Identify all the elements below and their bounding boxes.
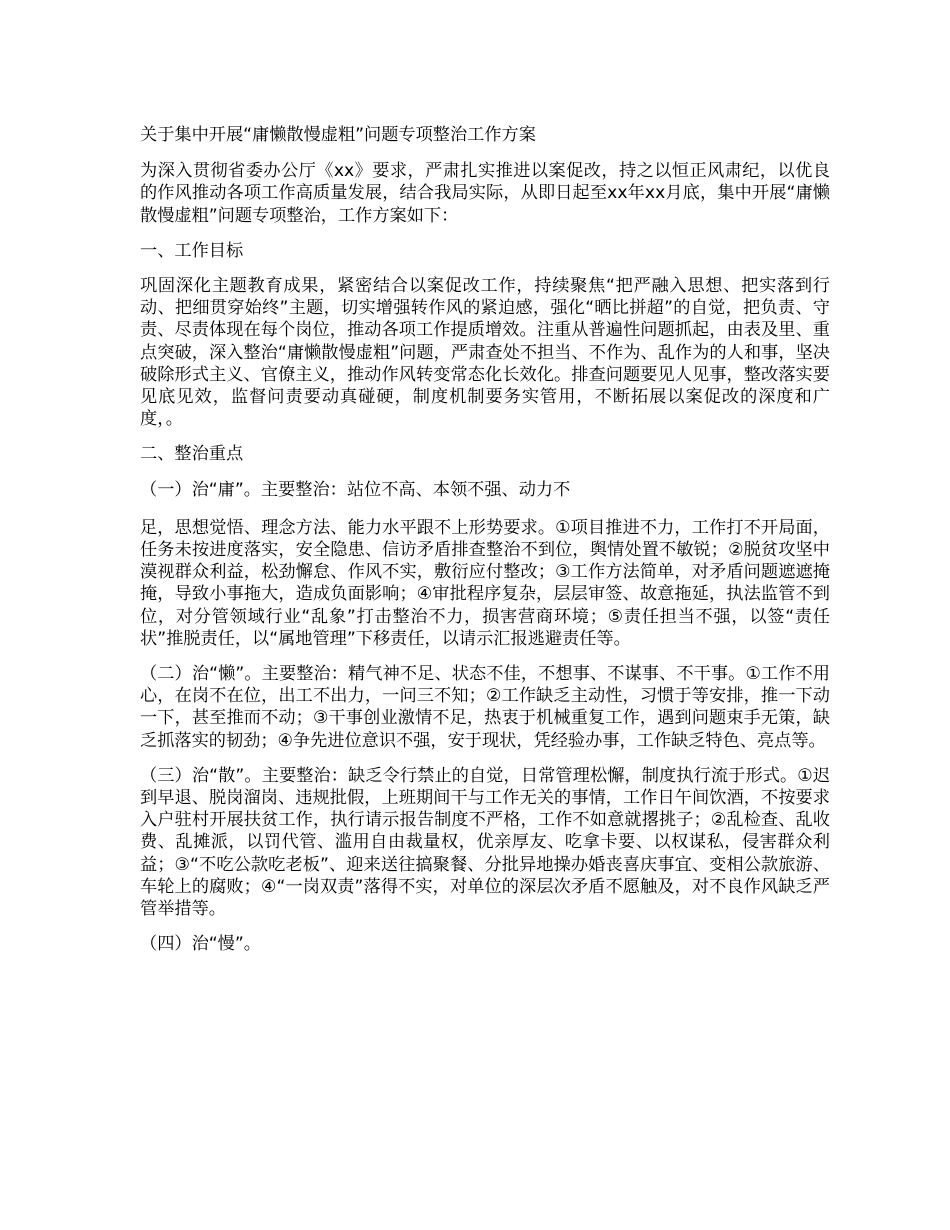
goals-paragraph: 巩固深化主题教育成果，紧密结合以案促改工作，持续聚焦“把严融入思想、把实落到行动、把细贯穿始终”主题，切实增强转作风的紧迫感，强化“晒比拼超”的自觉，把负责、守责、尽责体现在每个岗位，推动各项工作提质增效。注重从普遍性问题抓起，由表及里、重点突破，深入整治“庸懒散慢虚粗”问题，严肃查处不担当、不作为、乱作为的人和事，坚决破除形式主义、官僚主义，推动作风转变常态化长效化。排查问题要见人见事，整改落实要见底见效，监督问责要动真碰硬，制度机制要务实管用，不断拓展以案促改的深度和广度，。 [140, 276, 830, 430]
item-lan-paragraph: （二）治“懒”。主要整治：精气神不足、状态不佳，不想事、不谋事、不干事。①工作不用心，在岗不在位，出工不出力，一问三不知；②工作缺乏主动性，习惯于等安排，推一下动一下，甚至推而不动；③干事创业激情不足，热衷于机械重复工作，遇到问题束手无策，缺乏抓落实的韧劲；④争先进位意识不强，安于现状，凭经验办事，工作缺乏特色、亮点等。 [140, 664, 830, 751]
item-yong-paragraph: 足，思想觉悟、理念方法、能力水平跟不上形势要求。①项目推进不力，工作打不开局面，任务未按进度落实，安全隐患、信访矛盾排查整治不到位，舆情处置不敏锐；②脱贫攻坚中漠视群众利益，松劲懈怠、作风不实，敷衍应付整改；③工作方法简单，对矛盾问题遮遮掩掩，导致小事拖大，造成负面影响；④审批程序复杂，层层审签、故意拖延，执法监管不到位，对分管领域行业“乱象”打击整治不力，损害营商环境；⑤责任担当不强，以签“责任状”推脱责任，以“属地管理”下移责任，以请示汇报逃避责任等。 [140, 517, 830, 649]
item-san-paragraph: （三）治“散”。主要整治：缺乏令行禁止的自觉，日常管理松懈，制度执行流于形式。①迟到早退、脱岗溜岗、违规批假，上班期间干与工作无关的事情，工作日午间饮酒，不按要求入户驻村开展扶贫工作，执行请示报告制度不严格，工作不如意就撂挑子；②乱检查、乱收费、乱摊派，以罚代管、滥用自由裁量权，优亲厚友、吃拿卡要、以权谋私，侵害群众利益；③“不吃公款吃老板”、迎来送往搞聚餐、分批异地操办婚丧喜庆事宜、变相公款旅游、车轮上的腐败；④“一岗双责”落得不实，对单位的深层次矛盾不愿触及，对不良作风缺乏严管举措等。 [140, 765, 830, 920]
section-heading-goals: 一、工作目标 [140, 240, 244, 261]
item-yong-heading: （一）治“庸”。主要整治：站位不高、本领不强、动力不 [140, 479, 571, 500]
section-heading-focus: 二、整治重点 [140, 444, 244, 465]
document-title: 关于集中开展“庸懒散慢虚粗”问题专项整治工作方案 [140, 125, 536, 145]
item-man-paragraph: （四）治“慢”。 [140, 934, 261, 955]
intro-paragraph: 为深入贯彻省委办公厅《xx》要求，严肃扎实推进以案促改，持之以恒正风肃纪，以优良的作风推动各项工作高质量发展，结合我局实际，从即日起至xx年xx月底，集中开展“庸懒散慢虚粗”问题专项整治，工作方案如下： [140, 161, 830, 226]
document-body [140, 124, 830, 969]
